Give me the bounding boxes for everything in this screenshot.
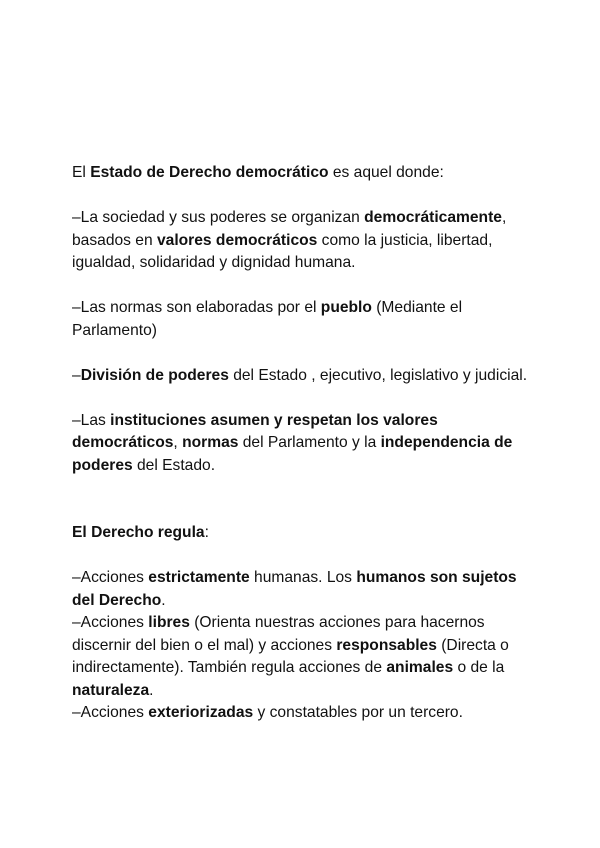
text-run: –Las [72,411,111,429]
bold-term: exteriorizadas [148,704,254,721]
bold-term: humanos son sujetos del Derecho [72,569,517,609]
bold-term: democráticamente [364,209,502,226]
text-run: (Mediante el Parlamento) [72,299,463,339]
regula-paragraph-external [72,702,542,725]
regula-paragraph-human [72,567,542,612]
text-run: –Acciones [72,614,149,631]
item-paragraph-division [72,365,542,388]
text-run: del Parlamento y la [238,434,381,451]
text-run: : [204,524,209,541]
bold-term: normas [182,434,239,451]
text-run: como la justicia, libertad, igualdad, solidaridad y dignidad humana. [72,231,493,271]
text-run: . [161,591,166,609]
bold-term: estrictamente [148,569,250,586]
text-run: (Orienta nuestras acciones para hacernos discernir del bien o el mal) y acciones [72,614,485,654]
bold-term: instituciones asumen y respetan los valores democráticos [72,411,438,451]
bold-term: valores democráticos [156,231,318,249]
text-run: o de la [453,659,505,676]
text-run: y constatables por un tercero. [253,704,463,721]
text-run: del Estado. [132,456,216,474]
bold-term: independencia de poderes [72,434,513,474]
text-run: es aquel donde: [328,164,444,181]
text-run: . [149,681,154,699]
bold-term: pueblo [320,299,372,316]
section-heading-derecho-regula [72,522,542,545]
text-run: , [173,434,183,451]
text-run: –La sociedad y sus poderes se organizan [72,209,365,226]
intro-paragraph [72,162,542,185]
bold-term: libres [148,614,190,631]
bold-term: naturaleza [72,681,150,699]
bold-term: El Derecho regula [72,524,205,541]
text-run: , basados en [72,209,507,249]
item-paragraph-norms [72,297,542,342]
text-run: –Las normas son elaboradas por el [72,299,321,316]
item-paragraph-society [72,207,542,275]
text-run: –Acciones [72,704,149,721]
bold-term: animales [386,659,454,676]
text-run: El [72,164,91,181]
text-run: – [72,366,81,384]
text-run: (Directa o indirectamente). También regula acciones de [72,636,509,676]
document-page [72,162,542,725]
bold-term: Estado de Derecho democrático [90,164,329,181]
item-paragraph-institutions [72,410,542,478]
bold-term: responsables [336,636,437,654]
text-run: humanas. Los [249,569,357,586]
text-run: del Estado , ejecutivo, legislativo y judicial. [228,366,528,384]
text-run: –Acciones [72,569,149,586]
bold-term: División de poderes [80,366,229,384]
regula-paragraph-free [72,612,542,702]
